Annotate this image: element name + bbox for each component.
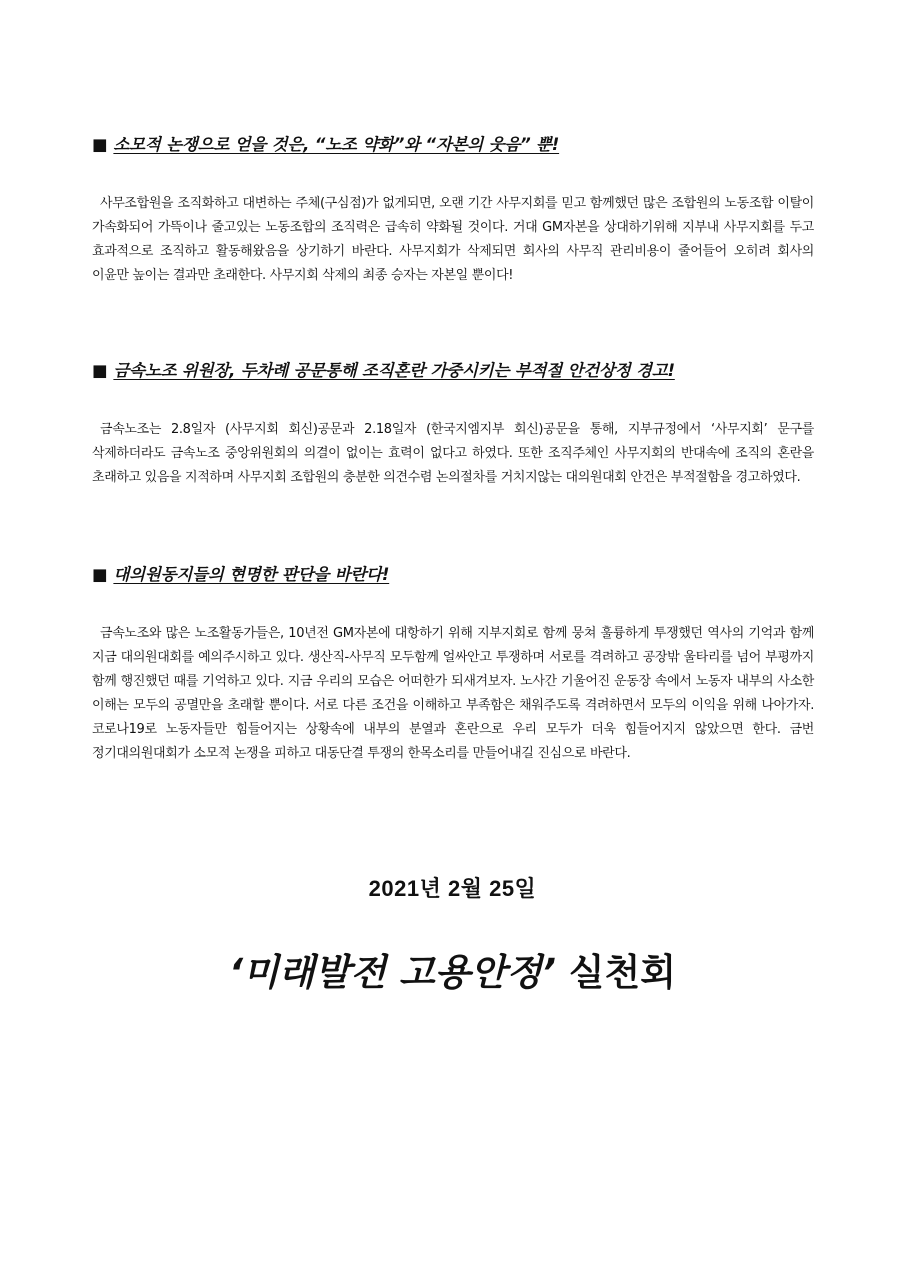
signature-quoted: ‘미래발전 고용안정’ [228, 951, 556, 994]
document-date: 2021년 2월 25일 [368, 876, 537, 901]
section-appeal [92, 564, 814, 766]
section-heading [92, 134, 814, 156]
square-bullet-icon: ■ [92, 135, 108, 154]
section-body: 금속노조는 2.8일자 (사무지회 회신)공문과 2.18일자 (한국지엠지부 회신)공문을 통해, 지부규정에서 ‘사무지회’ 문구를 삭제하더라도 금속노조 중앙위원회의 의결이 없이는 효력이 없다고 하였다. 또한 조직주체인 사무지회의 반대속에 조직의 혼란을 초래하고 있음을 지적하며 사무지회 조합원의 충분한 의견수렴 논의절차를 거치지않는 대의원대회 안건은 부적절함을 경고하였다. [92, 422, 814, 485]
section-warning [92, 360, 814, 490]
section-heading-text: 금속노조 위원장, 두차례 공문통해 조직혼란 가중시키는 부적절 안건상정 경고! [113, 361, 675, 380]
square-bullet-icon: ■ [92, 361, 108, 380]
section-body: 사무조합원을 조직화하고 대변하는 주체(구심점)가 없게되면, 오랜 기간 사무지회를 믿고 함께했던 많은 조합원의 노동조합 이탈이 가속화되어 가뜩이나 줄고있는 노동조합의 조직력은 급속히 약화될 것이다. 거대 GM자본을 상대하기위해 지부내 사무지회를 두고 효과적으로 조직하고 활동해왔음을 상기하기 바란다. 사무지회가 삭제되면 회사의 사무직 관리비용이 줄어들어 오히려 회사의 이윤만 높이는 결과만 초래한다. 사무지회 삭제의 최종 승자는 자본일 뿐이다! [92, 196, 814, 283]
section-heading-text: 소모적 논쟁으로 얻을 것은, “노조 약화”와 “자본의 웃음” 뿐! [113, 135, 560, 154]
section-weakening [92, 134, 814, 288]
section-heading [92, 360, 814, 382]
signature [0, 942, 905, 996]
signature-suffix: 실천회 [568, 951, 677, 994]
section-body: 금속노조와 많은 노조활동가들은, 10년전 GM자본에 대항하기 위해 지부지회로 함께 뭉쳐 훌륭하게 투쟁했던 역사의 기억과 함께 지금 대의원대회를 예의주시하고 있다. 생산직-사무직 모두함께 얼싸안고 투쟁하며 서로를 격려하고 공장밖 울타리를 넘어 부평까지 함께 행진했던 때를 기억하고 있다. 지금 우리의 모습은 어떠한가 되새겨보자. 노사간 기울어진 운동장 속에서 노동자 내부의 사소한 이해는 모두의 공멸만을 초래할 뿐이다. 서로 다른 조건을 이해하고 부족함은 채워주도록 격려하면서 모두의 이익을 위해 나아가자. 코로나19로 노동자들만 힘들어지는 상황속에 내부의 분열과 혼란으로 우리 모두가 더욱 힘들어지지 않았으면 한다. 금번 정기대의원대회가 소모적 논쟁을 피하고 대동단결 투쟁의 한목소리를 만들어내길 진심으로 바란다. [92, 626, 814, 761]
section-heading-text: 대의원동지들의 현명한 판단을 바란다! [113, 565, 390, 584]
square-bullet-icon: ■ [92, 565, 108, 584]
section-heading [92, 564, 814, 586]
